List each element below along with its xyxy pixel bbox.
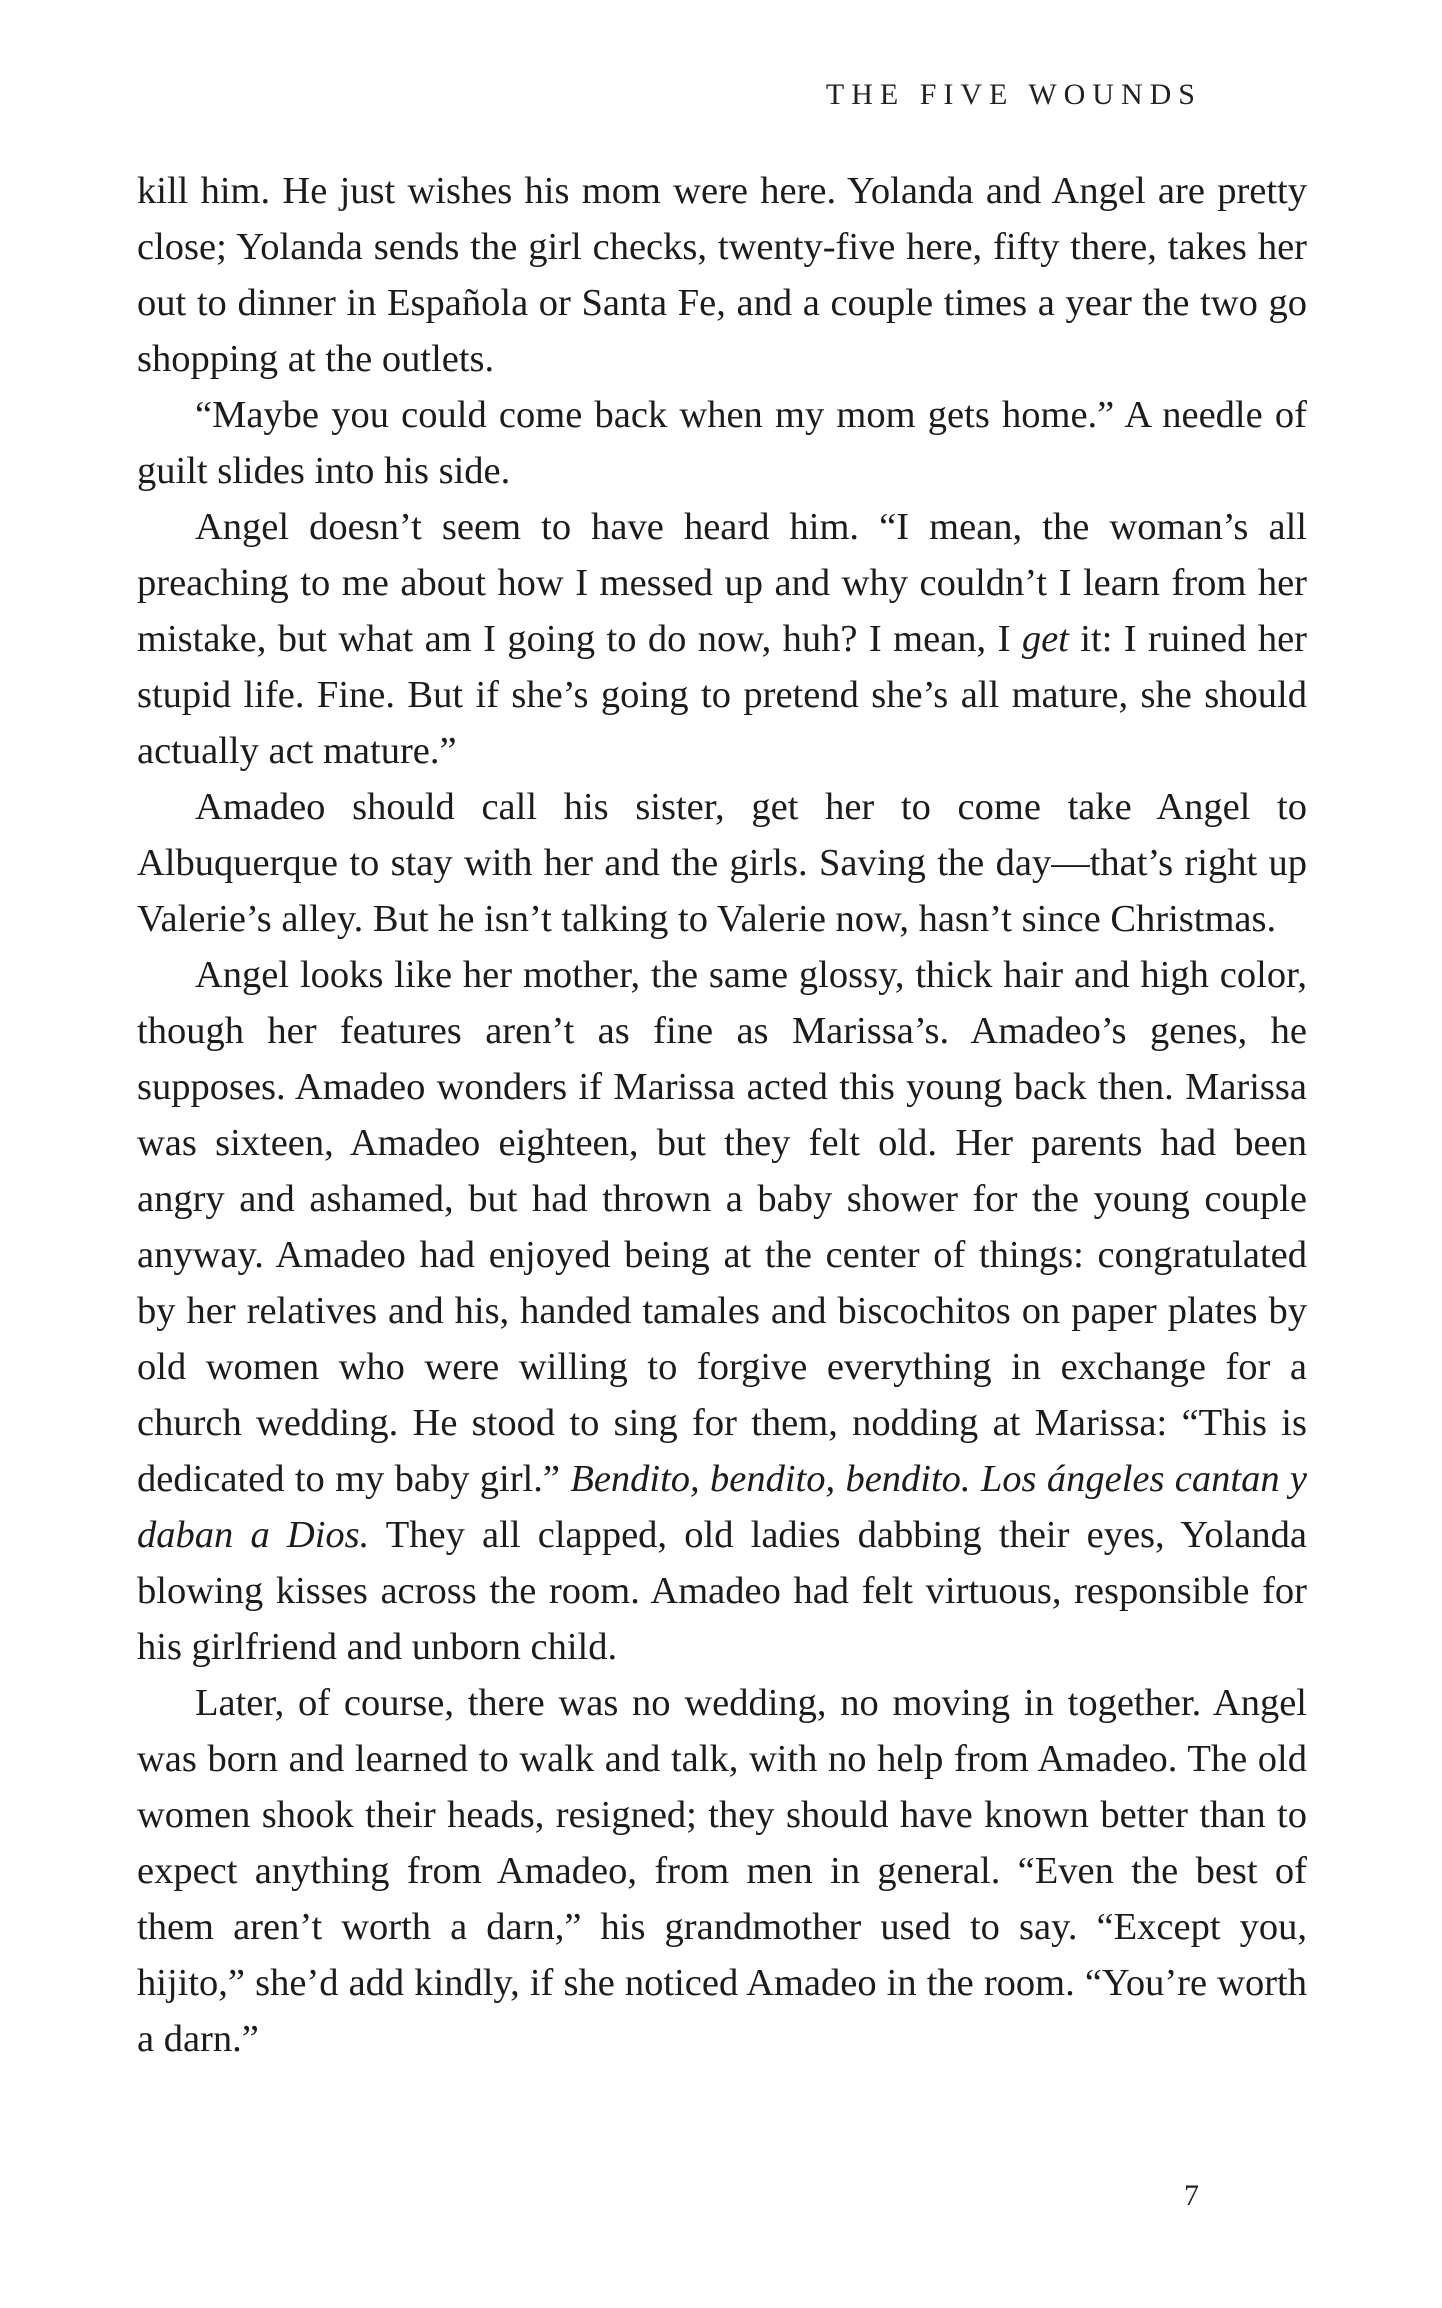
text-run: They all clapped, old ladies dabbing their eyes, Yolanda blowing kisses across the room. Amadeo had felt virtuous, responsible for his girlfriend and unborn child. (137, 1514, 1307, 1668)
italic-text: Bendito, bendito, bendito. Los ángeles cantan y daban a Dios. (137, 1458, 1307, 1556)
text-run: kill him. He just wishes his mom were here. Yolanda and Angel are pretty close; Yolanda sends the girl checks, twenty-five here, fifty there, takes her out to dinner in Española or Santa Fe, and a couple times a year the two go shopping at the outlets. (137, 170, 1307, 380)
paragraph (137, 1675, 1307, 2067)
body-text (137, 163, 1307, 2067)
paragraph (137, 947, 1307, 1675)
text-run: Later, of course, there was no wedding, no moving in together. Angel was born and learned to walk and talk, with no help from Amadeo. The old women shook their heads, resigned; they should have known better than to expect anything from Amadeo, from men in general. “Even the best of them aren’t worth a darn,” his grandmother used to say. “Except you, hijito,” she’d add kindly, if she noticed Amadeo in the room. “You’re worth a darn.” (137, 1682, 1307, 2060)
paragraph (137, 387, 1307, 499)
text-run: Amadeo should call his sister, get her to come take Angel to Albuquerque to stay with her and the girls. Saving the day—that’s right up Valerie’s alley. But he isn’t talking to Valerie now, hasn’t since Christmas. (137, 786, 1307, 940)
paragraph (137, 499, 1307, 779)
italic-text: get (1021, 618, 1069, 660)
text-run: Angel looks like her mother, the same glossy, thick hair and high color, though her features aren’t as fine as Marissa’s. Amadeo’s genes, he supposes. Amadeo wonders if Marissa acted this young back then. Marissa was sixteen, Amadeo eighteen, but they felt old. Her parents had been angry and ashamed, but had thrown a baby shower for the young couple anyway. Amadeo had enjoyed being at the center of things: congratulated by her relatives and his, handed tamales and biscochitos on paper plates by old women who were willing to forgive everything in exchange for a church wedding. He stood to sing for them, nodding at Marissa: “This is dedicated to my baby girl.” (137, 954, 1307, 1500)
paragraph (137, 163, 1307, 387)
text-run: Angel doesn’t seem to have heard him. “I mean, the woman’s all preaching to me about how I messed up and why couldn’t I learn from her mistake, but what am I going to do now, huh? I mean, I (137, 506, 1307, 660)
running-head: THE FIVE WOUNDS (825, 78, 1202, 111)
page-number: 7 (1184, 2179, 1199, 2212)
text-run: it: I ruined her stupid life. Fine. But if she’s going to pretend she’s all mature, she should actually act mature.” (137, 618, 1307, 772)
paragraph (137, 779, 1307, 947)
text-run: “Maybe you could come back when my mom gets home.” A needle of guilt slides into his side. (137, 394, 1307, 492)
